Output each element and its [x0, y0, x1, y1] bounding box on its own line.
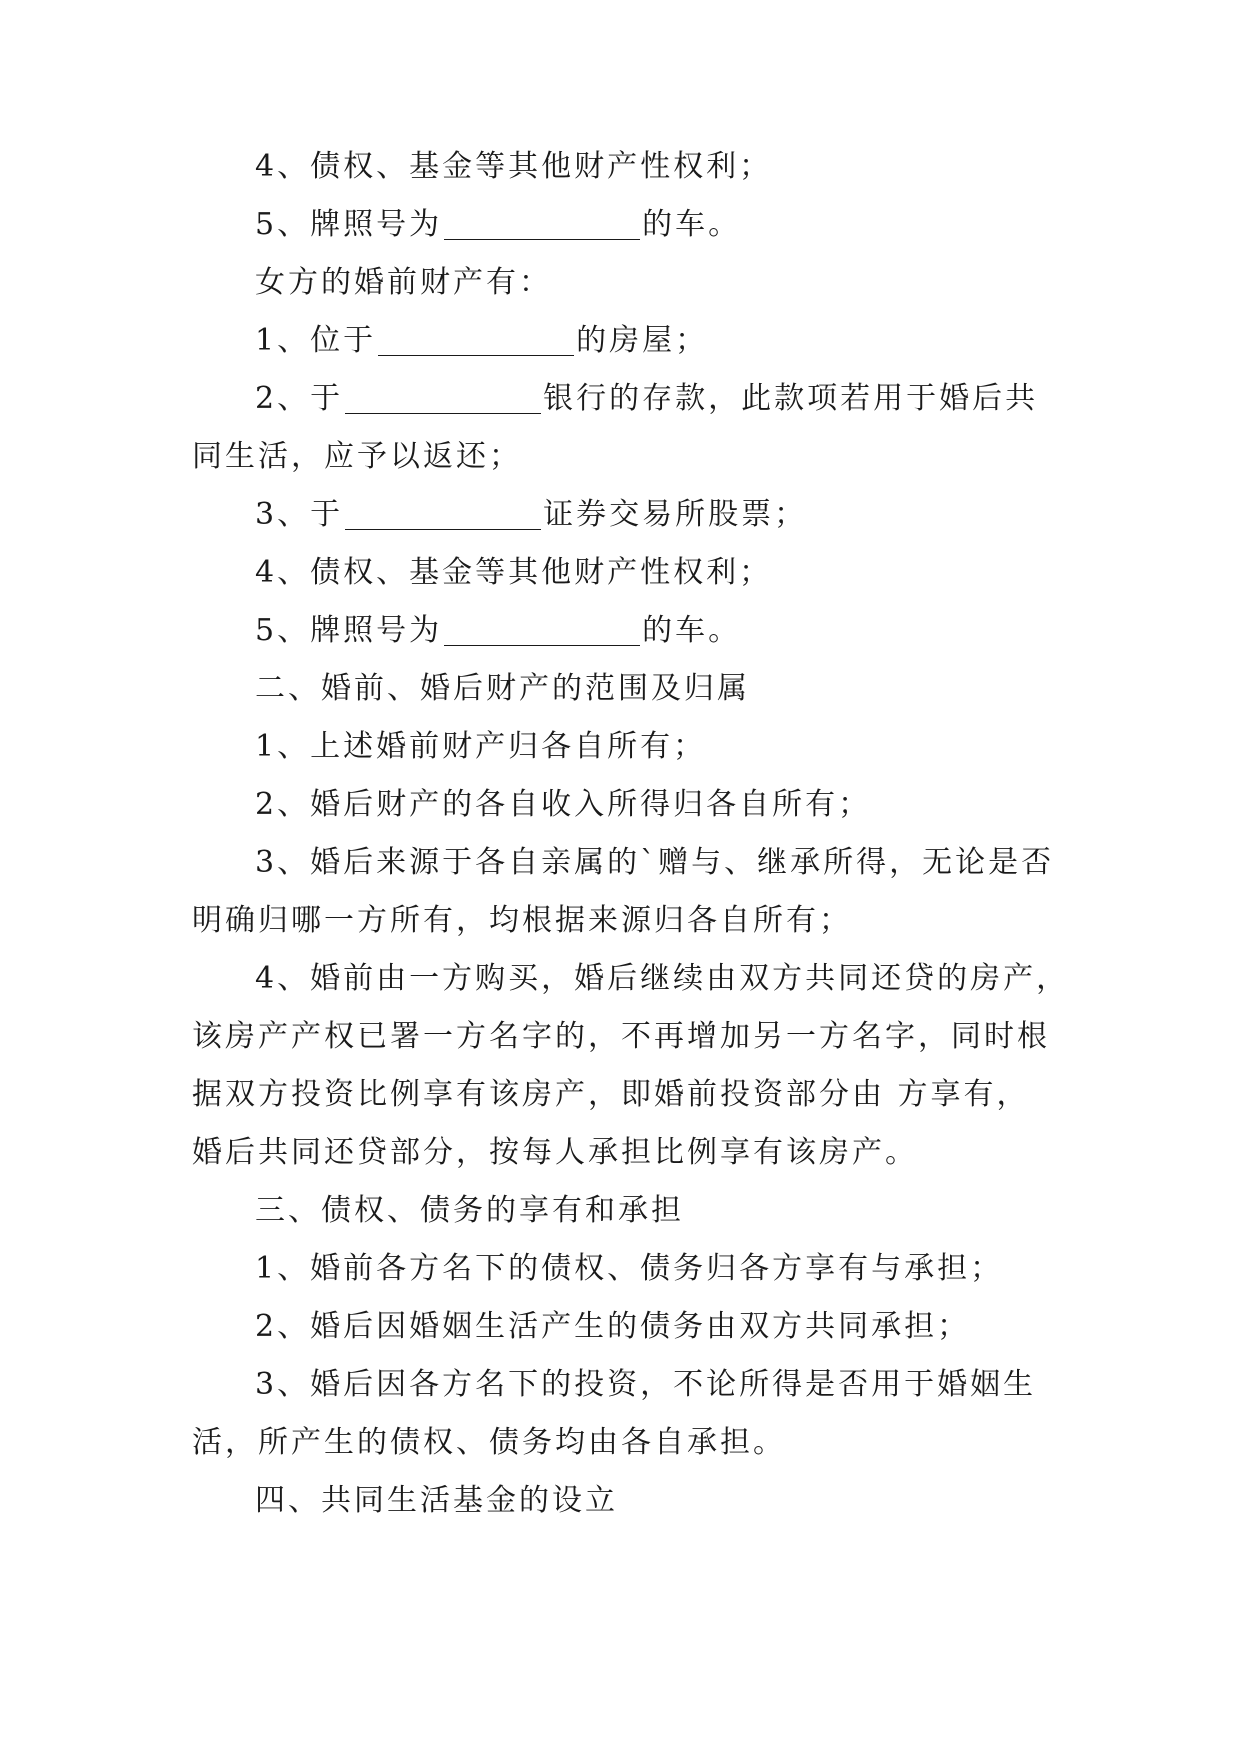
line-text: 明确归哪一方所有，均根据来源归各自所有； — [192, 903, 852, 938]
blank-underline — [444, 615, 640, 646]
line-text: 2、婚后财产的各自收入所得归各自所有； — [255, 787, 872, 822]
text-line — [192, 138, 1062, 196]
text-line — [192, 834, 1062, 892]
paragraph — [192, 1356, 1062, 1472]
paragraph — [192, 950, 1070, 1182]
line-text-after-blank: 的房屋； — [576, 323, 709, 358]
text-line — [192, 602, 1062, 660]
paragraph — [192, 1298, 1062, 1356]
line-text: 5、牌照号为 — [255, 207, 443, 242]
line-text: 3、婚后来源于各自亲属的`赠与、继承所得，无论是否 — [255, 845, 1055, 880]
text-line — [192, 312, 1062, 370]
text-line — [192, 892, 1062, 950]
line-text-after-blank: 的车。 — [642, 613, 742, 648]
text-line — [192, 1008, 1062, 1066]
line-text: 1、上述婚前财产归各自所有； — [255, 729, 707, 764]
text-line — [192, 1356, 1062, 1414]
text-line — [192, 950, 1070, 1008]
line-text: 1、婚前各方名下的债权、债务归各方享有与承担； — [255, 1251, 1004, 1286]
line-text: 3、婚后因各方名下的投资，不论所得是否用于婚姻生 — [255, 1367, 1037, 1402]
paragraph — [192, 1240, 1062, 1298]
text-line — [192, 486, 1062, 544]
text-line — [192, 1124, 1062, 1182]
text-line — [192, 1298, 1062, 1356]
paragraph — [192, 370, 1062, 486]
paragraph — [192, 312, 1062, 370]
text-line — [192, 1414, 1062, 1472]
line-text: 5、牌照号为 — [255, 613, 443, 648]
text-line — [192, 1066, 1062, 1124]
blank-underline — [444, 209, 640, 240]
text-line — [192, 428, 1062, 486]
line-text: 2、婚后因婚姻生活产生的债务由双方共同承担； — [255, 1309, 971, 1344]
line-text: 同生活，应予以返还； — [192, 439, 522, 474]
section-heading — [192, 660, 1062, 718]
line-text: 4、婚前由一方购买，婚后继续由双方共同还贷的房产， — [255, 961, 1070, 996]
text-line — [192, 254, 1062, 312]
text-line — [192, 1182, 1062, 1240]
text-line — [192, 660, 1062, 718]
line-text: 二、婚前、婚后财产的范围及归属 — [255, 671, 750, 706]
line-text: 婚后共同还贷部分，按每人承担比例享有该房产。 — [192, 1135, 918, 1170]
line-text: 该房产产权已署一方名字的，不再增加另一方名字，同时根 — [192, 1019, 1050, 1054]
text-line — [192, 776, 1062, 834]
line-text: 女方的婚前财产有： — [255, 265, 552, 300]
line-text: 据双方投资比例享有该房产，即婚前投资部分由 方享有， — [192, 1077, 1030, 1112]
text-line — [192, 1240, 1062, 1298]
blank-underline — [378, 325, 574, 356]
paragraph — [192, 602, 1062, 660]
paragraph — [192, 718, 1062, 776]
line-text: 3、于 — [255, 497, 344, 532]
section-heading — [192, 1472, 1062, 1530]
line-text: 4、债权、基金等其他财产性权利； — [255, 149, 773, 184]
line-text: 四、共同生活基金的设立 — [255, 1483, 618, 1518]
line-text: 4、债权、基金等其他财产性权利； — [255, 555, 773, 590]
section-heading — [192, 1182, 1062, 1240]
line-text: 1、位于 — [255, 323, 377, 358]
text-line — [192, 370, 1062, 428]
paragraph — [192, 544, 1062, 602]
paragraph — [192, 776, 1062, 834]
line-text: 2、于 — [255, 381, 344, 416]
text-line — [192, 1472, 1062, 1530]
paragraph — [192, 254, 1062, 312]
text-line — [192, 544, 1062, 602]
paragraph — [192, 486, 1062, 544]
text-line — [192, 718, 1062, 776]
line-text-after-blank: 证券交易所股票； — [543, 497, 808, 532]
text-line — [192, 196, 1062, 254]
line-text-after-blank: 的车。 — [642, 207, 742, 242]
line-text: 活，所产生的债权、债务均由各自承担。 — [192, 1425, 786, 1460]
paragraph — [192, 834, 1062, 950]
blank-underline — [345, 383, 541, 414]
line-text: 三、债权、债务的享有和承担 — [255, 1193, 684, 1228]
paragraph — [192, 196, 1062, 254]
paragraph — [192, 138, 1062, 196]
line-text-after-blank: 银行的存款，此款项若用于婚后共 — [543, 381, 1039, 416]
blank-underline — [345, 499, 541, 530]
